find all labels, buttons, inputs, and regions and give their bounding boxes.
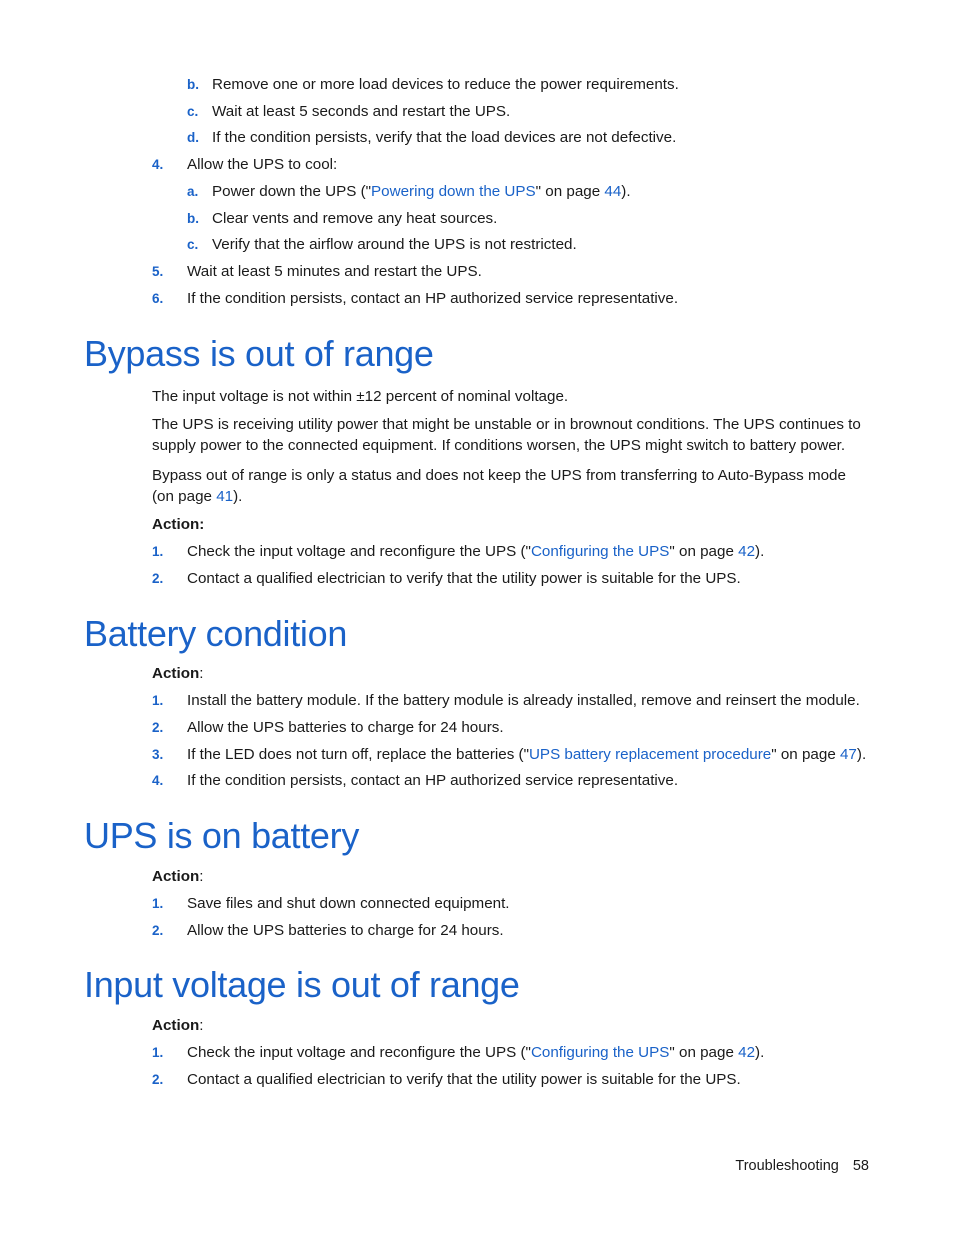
action-label: Action: [152,516,205,533]
list-item: Allow the UPS batteries to charge for 24 hours. [187,719,504,736]
text-fragment: ). [755,543,765,560]
text-fragment: " on page [771,746,840,763]
section-heading-battery: Battery condition [84,613,348,654]
list-marker: 3. [152,747,164,762]
list-marker: 2. [152,720,164,735]
text-fragment: : [199,1017,204,1034]
text-fragment: Check the input voltage and reconfigure the UPS (" [187,543,531,560]
text-fragment: Action [152,868,200,885]
list-item: If the condition persists, verify that the load devices are not defective. [212,129,677,146]
list-marker: 2. [152,1072,164,1087]
list-item: Clear vents and remove any heat sources. [212,210,498,227]
list-item: Remove one or more load devices to reduce the power requirements. [212,76,679,93]
list-marker: 6. [152,291,164,306]
page-link[interactable]: 41 [216,488,234,505]
link-configuring-ups[interactable]: Configuring the UPS [530,1044,670,1061]
text-fragment: If the LED does not turn off, replace the batteries (" [187,746,529,763]
list-marker: b. [187,77,199,92]
list-item [187,746,866,763]
list-item [187,1044,764,1061]
list-marker: 1. [152,544,164,559]
list-marker: b. [187,211,199,226]
list-marker: 4. [152,157,164,172]
list-item: Contact a qualified electrician to verify that the utility power is suitable for the UPS. [187,570,741,587]
list-item: Verify that the airflow around the UPS is not restricted. [212,236,577,253]
list-item: Contact a qualified electrician to verify that the utility power is suitable for the UPS. [187,1071,741,1088]
text-fragment: " on page [535,183,605,200]
page-footer [735,1158,869,1174]
list-marker: c. [187,104,199,119]
list-marker: c. [187,237,199,252]
list-marker: 4. [152,773,164,788]
list-item: Allow the UPS to cool: [187,156,338,173]
text-fragment: Bypass out of range is only a status and does not keep the UPS from transferring to Auto-Bypass mode (on page [152,467,846,505]
list-item [187,543,764,560]
text-fragment: ). [233,488,243,505]
list-item: Allow the UPS batteries to charge for 24 hours. [187,922,504,939]
link-powering-down[interactable]: Powering down the UPS [371,183,536,200]
page-link[interactable]: 47 [839,746,857,763]
section-heading-on-battery: UPS is on battery [84,815,360,856]
list-marker: 2. [152,923,164,938]
list-item: Wait at least 5 minutes and restart the UPS. [187,263,482,280]
list-item [212,183,631,200]
text-fragment: Action [152,1017,200,1034]
action-label [152,665,203,682]
text-fragment: Check the input voltage and reconfigure the UPS (" [187,1044,531,1061]
action-label [152,1017,203,1034]
section-heading-bypass: Bypass is out of range [84,333,434,374]
paragraph [152,465,870,507]
text-fragment: " on page [669,1044,739,1061]
list-marker: 2. [152,571,164,586]
text-fragment: Action [152,665,200,682]
list-marker: 1. [152,693,164,708]
list-item: Install the battery module. If the battery module is already installed, remove and reinsert the module. [187,692,860,709]
link-configuring-ups[interactable]: Configuring the UPS [530,543,670,560]
text-fragment: ). [755,1044,765,1061]
text-fragment: : [199,665,204,682]
list-marker: 5. [152,264,164,279]
list-marker: 1. [152,1045,164,1060]
list-item: If the condition persists, contact an HP authorized service representative. [187,290,679,307]
paragraph: The input voltage is not within ±12 percent of nominal voltage. [152,388,569,405]
page-link[interactable]: 42 [738,543,756,560]
page-link[interactable]: 42 [738,1044,756,1061]
text-fragment: : [199,868,204,885]
list-item: If the condition persists, contact an HP authorized service representative. [187,772,679,789]
page-link[interactable]: 44 [604,183,622,200]
section-heading-input-voltage: Input voltage is out of range [84,964,520,1005]
link-battery-replacement[interactable]: UPS battery replacement procedure [528,746,772,763]
list-item: Save files and shut down connected equipment. [187,895,510,912]
footer-section-name: Troubleshooting [735,1158,839,1174]
list-marker: d. [187,130,199,145]
page-number: 58 [852,1158,869,1174]
text-fragment: ). [856,746,867,763]
text-fragment: " on page [669,543,739,560]
action-label [152,868,203,885]
text-fragment: ). [621,183,631,200]
list-marker: a. [187,184,199,199]
text-fragment: Power down the UPS (" [212,183,372,200]
paragraph: The UPS is receiving utility power that might be unstable or in brownout conditions. The UPS continues to supply power to the connected equipment. If conditions worsen, the UPS might switch to battery power. [152,416,861,454]
list-item: Wait at least 5 seconds and restart the UPS. [212,103,511,120]
list-marker: 1. [152,896,164,911]
